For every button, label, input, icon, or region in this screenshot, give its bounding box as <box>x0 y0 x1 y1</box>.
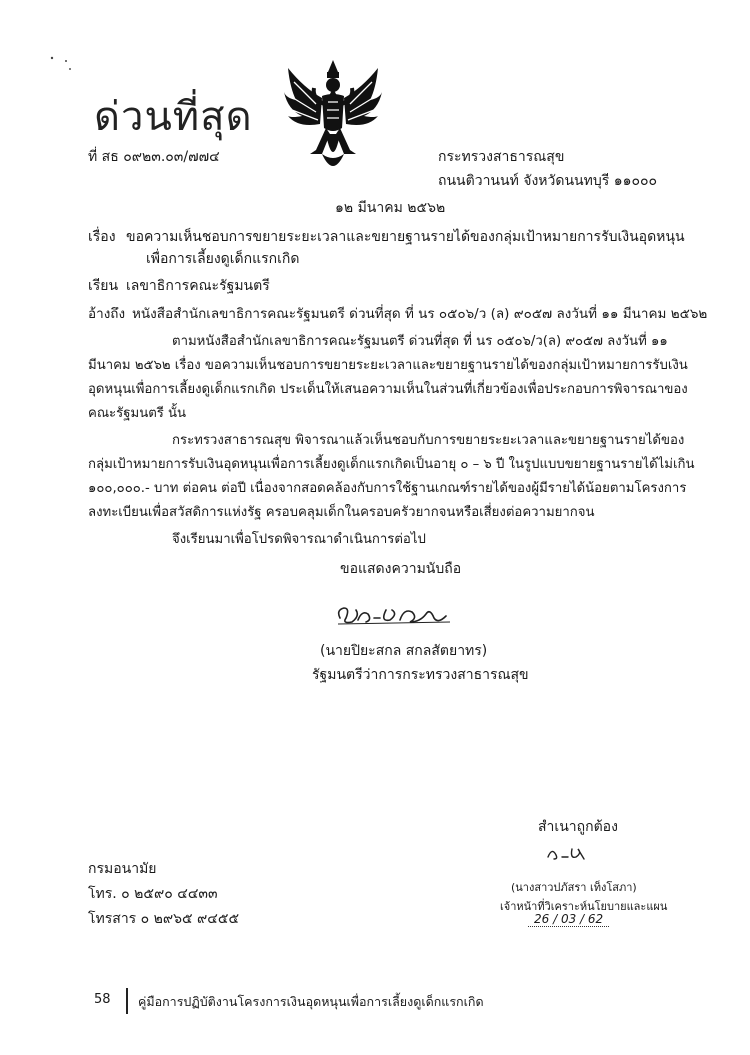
manual-title: คู่มือการปฏิบัติงานโครงการเงินอุดหนุนเพื่อการเลี้ยงดูเด็กแรกเกิด <box>138 994 484 1009</box>
paragraph-2-line-4: ลงทะเบียนเพื่อสวัสดิการแห่งรัฐ ครอบคลุมเด็กในครอบครัวยากจนหรือเสี่ยงต่อความยากจน <box>88 505 595 520</box>
paragraph-3-line-1: จึงเรียนมาเพื่อโปรดพิจารณาดำเนินการต่อไป <box>172 532 426 547</box>
paragraph-1-line-1: ตามหนังสือสำนักเลขาธิการคณะรัฐมนตรี ด่วนที่สุด ที่ นร ๐๕๐๖/ว(ล) ๙๐๕๗ ลงวันที่ ๑๑ <box>172 334 668 349</box>
footer-divider <box>126 988 128 1014</box>
reference-label: อ้างถึง <box>88 306 126 322</box>
contact-fax: โทรสาร ๐ ๒๙๖๕ ๙๔๕๕ <box>88 911 240 927</box>
minister-signature-icon <box>330 596 460 630</box>
paragraph-2-line-1: กระทรวงสาธารณสุข พิจารณาแล้วเห็นชอบกับการขยายระยะเวลาและขยายฐานรายได้ของ <box>172 433 685 448</box>
certifier-title: เจ้าหน้าที่วิเคราะห์นโยบายและแผน <box>500 900 668 913</box>
to-value: เลขาธิการคณะรัฐมนตรี <box>126 278 270 294</box>
paragraph-1-line-3: อุดหนุนเพื่อการเลี้ยงดูเด็กแรกเกิด ประเด็นให้เสนอความเห็นในส่วนที่เกี่ยวข้องเพื่อประกอบการพิจารณาของ <box>88 382 688 397</box>
ministry-address: ถนนติวานนท์ จังหวัดนนทบุรี ๑๑๐๐๐ <box>438 173 658 189</box>
ministry-name: กระทรวงสาธารณสุข <box>438 149 565 165</box>
closing-regards: ขอแสดงความนับถือ <box>340 561 462 577</box>
certifier-signature-icon <box>544 843 588 863</box>
signer-name: (นายปิยะสกล สกลสัตยาทร) <box>320 643 488 659</box>
document-date: ๑๒ มีนาคม ๒๕๖๒ <box>335 200 446 216</box>
paragraph-2-line-3: ๑๐๐,๐๐๐.- บาท ต่อคน ต่อปี เนื่องจากสอดคล้องกับการใช้ฐานเกณฑ์รายได้ของผู้มีรายได้น้อยตามโครงการ <box>88 481 687 496</box>
contact-department: กรมอนามัย <box>88 861 157 877</box>
document-number: ที่ สธ ๐๙๒๓.๐๓/๗๗๔ <box>88 149 220 165</box>
certified-date: 26 / 03 / 62 <box>528 912 609 927</box>
certifier-name: (นางสาวปภัสรา เท็งโสภา) <box>511 881 637 894</box>
contact-tel: โทร. ๐ ๒๕๙๐ ๔๔๓๓ <box>88 886 218 902</box>
certified-label: สำเนาถูกต้อง <box>538 819 618 835</box>
scan-speck-marks <box>48 55 78 75</box>
signer-title: รัฐมนตรีว่าการกระทรวงสาธารณสุข <box>312 667 529 683</box>
urgent-heading: ด่วนที่สุด <box>94 94 253 140</box>
subject-label: เรื่อง <box>88 229 116 245</box>
paragraph-1-line-2: มีนาคม ๒๕๖๒ เรื่อง ขอความเห็นชอบการขยายระยะเวลาและขยายฐานรายได้ของกลุ่มเป้าหมายการรับเงิน <box>88 358 688 373</box>
paragraph-1-line-4: คณะรัฐมนตรี นั้น <box>88 406 187 421</box>
page-number: 58 <box>94 992 111 1007</box>
garuda-emblem-icon <box>282 58 384 180</box>
paragraph-2-line-2: กลุ่มเป้าหมายการรับเงินอุดหนุนเพื่อการเลี้ยงดูเด็กแรกเกิดเป็นอายุ ๐ – ๖ ปี ในรูปแบบขยายฐานรายได้ไม่เกิน <box>88 457 695 472</box>
to-label: เรียน <box>88 278 119 294</box>
subject-line-2: เพื่อการเลี้ยงดูเด็กแรกเกิด <box>146 251 300 267</box>
reference-value: หนังสือสำนักเลขาธิการคณะรัฐมนตรี ด่วนที่สุด ที่ นร ๐๕๐๖/ว (ล) ๙๐๕๗ ลงวันที่ ๑๑ มีนาคม ๒๕๖๒ <box>132 306 708 322</box>
subject-line-1: ขอความเห็นชอบการขยายระยะเวลาและขยายฐานรายได้ของกลุ่มเป้าหมายการรับเงินอุดหนุน <box>126 229 685 245</box>
